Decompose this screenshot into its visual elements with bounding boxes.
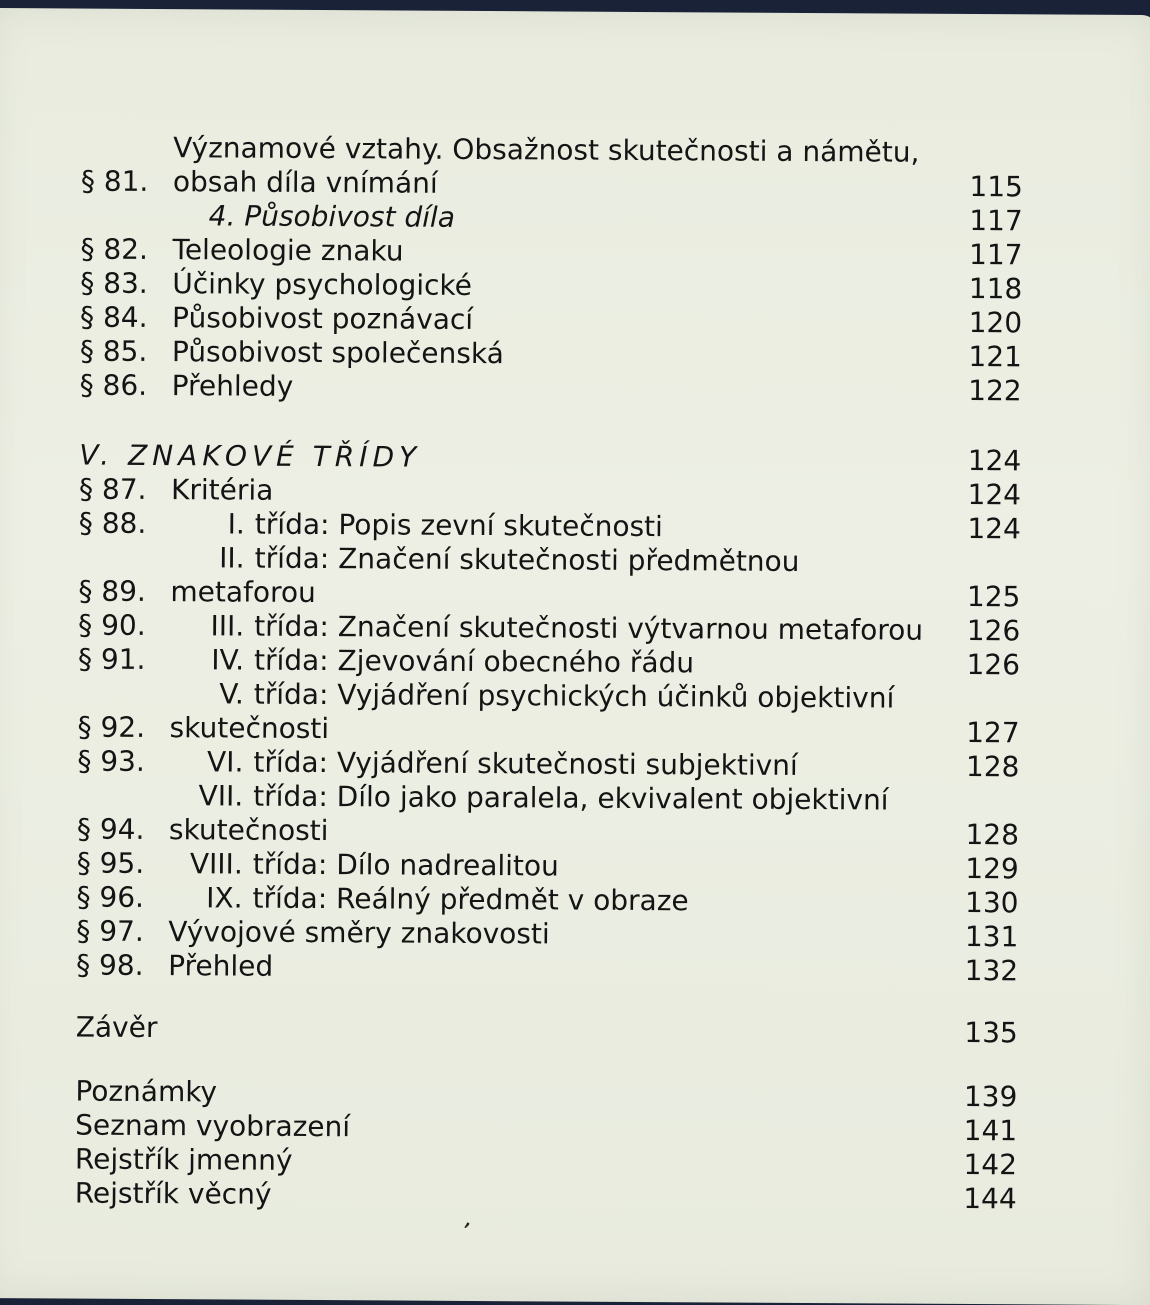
subsection-title: 4. Působivost díla [208, 199, 456, 234]
toc-conclusion [76, 1011, 1018, 1051]
section-title: Kritéria [170, 473, 274, 507]
page-number: 126 [966, 613, 1021, 648]
class-roman-numeral: VII. [198, 779, 244, 813]
appendix-title: Seznam vyobrazení [75, 1108, 351, 1144]
section-number: § 88. [78, 506, 147, 540]
section-title: Významové vztahy. Obsažnost skutečnosti a námětu, obsah díla vnímání [172, 131, 920, 200]
page-number: 128 [965, 749, 1020, 784]
page-number: 121 [968, 339, 1022, 374]
toc-entry-90 [78, 609, 1020, 649]
page-number: 117 [968, 237, 1023, 272]
class-roman-numeral: II. [219, 541, 245, 575]
section-title: třída: Značení skutečnosti výtvarnou metaforou [254, 609, 924, 647]
section-title: třída: Dílo jako paralela, ekvivalent objektivní skutečnosti [168, 779, 889, 848]
toc-entry-82 [80, 233, 1022, 273]
page-number: 130 [965, 885, 1019, 920]
page-number: 135 [964, 1015, 1018, 1050]
toc-entry-89 [78, 541, 1020, 615]
toc-entry-98 [76, 949, 1018, 989]
section-number: § 92. [77, 710, 146, 744]
chapter-title: V. ZNAKOVÉ TŘÍDY [79, 438, 422, 474]
class-roman-numeral: IV. [211, 643, 245, 677]
page-number: 144 [963, 1181, 1017, 1216]
table-of-contents [75, 131, 1024, 1217]
section-title: Přehledy [171, 369, 294, 403]
toc-entry-91 [78, 643, 1020, 683]
toc-entry-97 [76, 915, 1018, 955]
section-number: § 81. [80, 164, 149, 198]
toc-entry-88 [79, 507, 1021, 547]
page-number: 122 [968, 373, 1022, 408]
page-number: 132 [964, 953, 1019, 988]
appendix-title: Rejstřík věcný [74, 1176, 272, 1211]
page-number: 117 [969, 203, 1023, 238]
class-roman-numeral: V. [219, 677, 244, 711]
page-number: 129 [965, 851, 1019, 886]
toc-entry-95 [77, 847, 1019, 887]
class-roman-numeral: VIII. [189, 847, 243, 881]
page-number: 127 [966, 715, 1020, 750]
section-number: § 91. [77, 642, 146, 676]
page-number: 126 [966, 647, 1021, 682]
toc-entry-94 [77, 779, 1019, 853]
section-title: Vývojové směry znakovosti [168, 915, 550, 951]
page-number: 120 [968, 305, 1023, 340]
section-title: Působivost poznávací [172, 301, 474, 336]
class-roman-numeral: IX. [206, 881, 243, 915]
toc-appendix-notes [75, 1075, 1017, 1115]
section-title: třída: Značení skutečnosti předmětnou metaforou [170, 541, 800, 610]
page-number: 128 [965, 817, 1020, 852]
toc-chapter-heading [79, 439, 1021, 479]
appendix-title: Rejstřík jmenný [74, 1142, 293, 1177]
toc-appendix-subject-index [75, 1177, 1017, 1217]
book-page [0, 8, 1150, 1305]
page-number: 124 [967, 477, 1022, 512]
toc-subsection-4 [81, 199, 1023, 239]
toc-appendix-name-index [75, 1143, 1017, 1183]
section-title: třída: Zjevování obecného řádu [253, 643, 695, 680]
page-number: 142 [963, 1147, 1018, 1182]
page-number: 124 [967, 443, 1022, 478]
toc-entry-83 [80, 267, 1022, 307]
section-title: třída: Vyjádření skutečnosti subjektivní [253, 745, 798, 782]
section-number: § 84. [80, 300, 148, 334]
section-title: Účinky psychologické [172, 267, 473, 302]
section-number: § 83. [80, 266, 148, 300]
toc-entry-92 [78, 677, 1020, 751]
class-roman-numeral: VI. [206, 745, 244, 779]
section-number: § 93. [77, 744, 145, 778]
section-title: Teleologie znaku [172, 233, 404, 268]
page-number: 118 [968, 271, 1023, 306]
section-number: § 89. [78, 574, 146, 608]
section-number: § 86. [79, 368, 148, 402]
section-title: třída: Popis zevní skutečnosti [254, 507, 663, 544]
section-title: Působivost společenská [171, 335, 504, 371]
section-number: § 82. [80, 232, 149, 266]
toc-entry-81 [81, 131, 1023, 205]
section-number: § 95. [76, 846, 145, 880]
section-number: § 98. [76, 948, 144, 982]
section-title: třída: Reálný předmět v obraze [252, 881, 689, 918]
toc-entry-87 [79, 473, 1021, 513]
section-number: § 97. [76, 914, 144, 948]
page-number: 115 [969, 169, 1024, 204]
section-title: třída: Dílo nadrealitou [252, 847, 559, 883]
class-roman-numeral: I. [227, 507, 245, 541]
page-number: 141 [963, 1113, 1018, 1148]
page-number: 125 [966, 579, 1021, 614]
toc-appendix-illustrations [75, 1109, 1017, 1149]
class-roman-numeral: III. [210, 609, 245, 643]
section-title: Přehled [168, 949, 274, 983]
page-number: 139 [963, 1079, 1018, 1114]
section-number: § 90. [78, 608, 146, 642]
section-number: § 87. [78, 472, 147, 506]
page-number: 131 [964, 919, 1019, 954]
toc-entry-96 [76, 881, 1018, 921]
stray-ink-mark: , [461, 1203, 479, 1233]
section-title: třída: Vyjádření psychických účinků objektivní skutečnosti [169, 677, 895, 746]
section-number: § 96. [76, 880, 145, 914]
toc-entry-85 [80, 335, 1022, 375]
toc-entry-84 [80, 301, 1022, 341]
section-number: § 85. [79, 334, 148, 368]
page-number: 124 [967, 511, 1021, 546]
toc-entry-93 [77, 745, 1019, 785]
toc-entry-86 [80, 369, 1022, 409]
section-number: § 94. [76, 812, 145, 846]
appendix-title: Poznámky [75, 1074, 218, 1109]
conclusion-title: Závěr [75, 1010, 158, 1045]
